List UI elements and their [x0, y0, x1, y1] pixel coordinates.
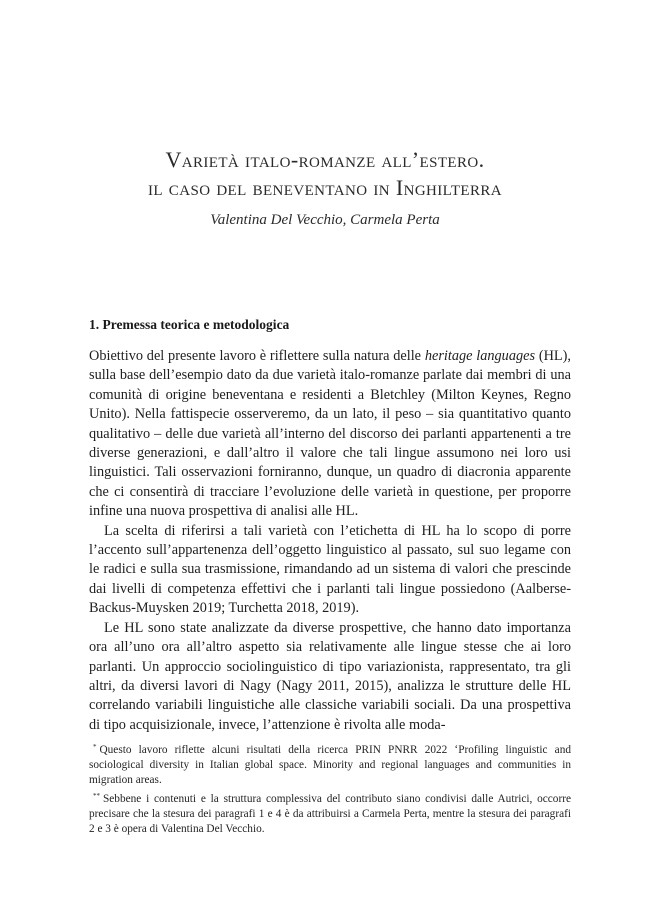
- paragraph-2: La scelta di riferirsi a tali varietà con l’etichetta di HL ha lo scopo di porre l’accento sull’appartenenza dell’oggetto linguistico al passato, sul suo legame con le radici e sulla sua trasmissione, rimandando ad un sistema di valori che prescinde dai livelli di competenza effettivi che i parlanti tali lingue possiedono (Aalberse-Backus-Muysken 2019; Turchetta 2018, 2019).: [89, 522, 571, 617]
- footnote-2-text: Sebbene i contenuti e la struttura complessiva del contributo siano condivisi dalle Autrici, occorre precisare che la stesura dei paragrafi 1 e 4 è da attribuirsi a Carmela Perta, mentre la stesura dei paragrafi 2 e 3 è opera di Valentina Del Vecchio.: [89, 792, 571, 836]
- paragraph-1-text-a: Obiettivo del presente lavoro è riflettere sulla natura delle: [89, 348, 425, 364]
- section-heading: 1. Premessa teorica e metodologica: [89, 317, 290, 332]
- authors: Valentina Del Vecchio, Carmela Perta: [210, 212, 440, 228]
- paragraph-1-italic-term: heritage languages: [424, 348, 536, 364]
- footnote-1-mark: *: [93, 743, 97, 751]
- body-text: [89, 347, 571, 735]
- paragraph-3: Le HL sono state analizzate da diverse prospettive, che hanno dato importanza ora all’uno ora all’altro aspetto sia relativamente alle lingue stesse che ai loro parlanti. Un approccio sociolinguistico di tipo variazionista, rappresentato, tra gli altri, da diversi lavori di Nagy (Nagy 2011, 2015), analizza le strutture delle HL correlando variabili linguistiche alle classiche variabili sociali. Da una prospettiva di tipo acquisizionale, invece, l’attenzione è rivolta alle moda-: [89, 619, 571, 733]
- paragraph-1-text-b: (HL), sulla base dell’esempio dato da due varietà italo-romanze parlate dai membri di una comunità di origine beneventana e residenti a Bletchley (Milton Keynes, Regno Unito). Nella fattispecie osserveremo, da un lato, il peso – sia quantitativo quanto qualitativo – delle due varietà all’interno del discorso dei parlanti appartenenti a tre diverse generazioni, e dall’altro il valore che tali lingue assumono nei loro usi linguistici. Tali osservazioni forniranno, dunque, un quadro di diacronia apparente che ci consentirà di tracciare l’evoluzione delle varietà in questione, per proporre infine una nuova prospettiva di analisi alle HL.: [89, 348, 571, 520]
- footnote-1: [89, 740, 571, 789]
- footnote-2: [89, 789, 571, 838]
- article-title-line-1: Varietà italo-romanze all’estero.: [165, 147, 485, 172]
- footnote-2-mark: **: [93, 791, 100, 800]
- footnotes: [89, 740, 571, 837]
- footnote-1-text: Questo lavoro riflette alcuni risultati della ricerca PRIN PNRR 2022 ‘Profiling linguistic and sociological diversity in Italian global space. Minority and regional languages and communities in migration areas.: [89, 744, 571, 787]
- paragraph-1: [89, 347, 571, 522]
- article-title-line-2: il caso del beneventano in Inghilterra: [147, 175, 503, 200]
